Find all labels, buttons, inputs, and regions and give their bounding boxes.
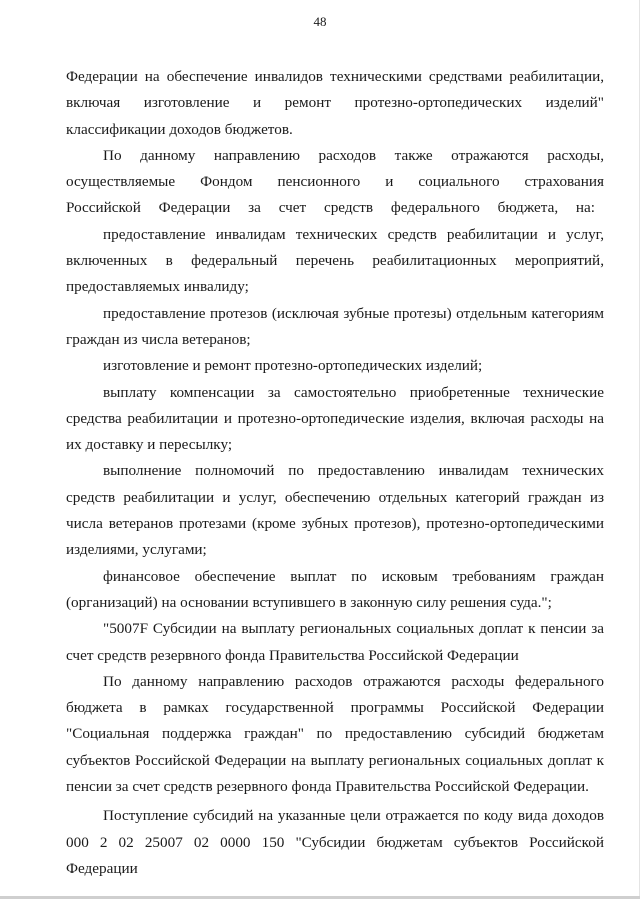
document-body [66, 64, 604, 882]
list-item-compensation: выплату компенсации за самостоятельно приобретенные технические средства реабилитации и протезно-ортопедические изделия, включая расходы на их доставку и пересылку; [66, 383, 604, 454]
paragraph-continuation: Федерации на обеспечение инвалидов техническими средствами реабилитации, включая изготовление и ремонт протезно-ортопедических изделий" классификации доходов бюджетов. [66, 68, 604, 138]
list-item-court-claims: финансовое обеспечение выплат по исковым требованиям граждан (организаций) на основании вступившего в законную силу решения суда."; [66, 567, 604, 611]
section-heading-5007f: "5007F Субсидии на выплату региональных социальных доплат к пенсии за счет средств резервного фонда Правительства Российской Федерации [66, 620, 604, 664]
list-item-powers: выполнение полномочий по предоставлению инвалидам технических средств реабилитации и услуг, обеспечению отдельных категорий граждан из числа ветеранов протезами (кроме зубных протезов), протезно-ортопедическими изделиями, услугами; [66, 462, 604, 559]
page-number: 48 [313, 14, 327, 29]
list-item-manufacture-repair: изготовление и ремонт протезно-ортопедических изделий; [103, 357, 483, 375]
paragraph-5007f-description: По данному направлению расходов отражаются расходы федерального бюджета в рамках государственной программы Российской Федерации "Социальная поддержка граждан" по предоставлению субсидий бюджетам субъектов Российской Федерации на выплату региональных социальных доплат к пенсии за счет средств резервного фонда Правительства Российской Федерации. [66, 672, 604, 796]
list-item-prostheses: предоставление протезов (исключая зубные протезы) отдельным категориям граждан из числа ветеранов; [66, 304, 604, 348]
list-item-rehab-means: предоставление инвалидам технических средств реабилитации и услуг, включенных в федеральный перечень реабилитационных мероприятий, предоставляемых инвалиду; [66, 225, 604, 296]
paragraph-income-code: Поступление субсидий на указанные цели отражается по коду вида доходов 000 2 02 25007 02 0000 150 "Субсидии бюджетам субъектов Российской Федерации [66, 807, 604, 877]
paragraph-direction-expenses: По данному направлению расходов также отражаются расходы, осуществляемые Фондом пенсионного и социального страхования Российской Федерации за счет средств федерального бюджета, на: [66, 146, 604, 217]
